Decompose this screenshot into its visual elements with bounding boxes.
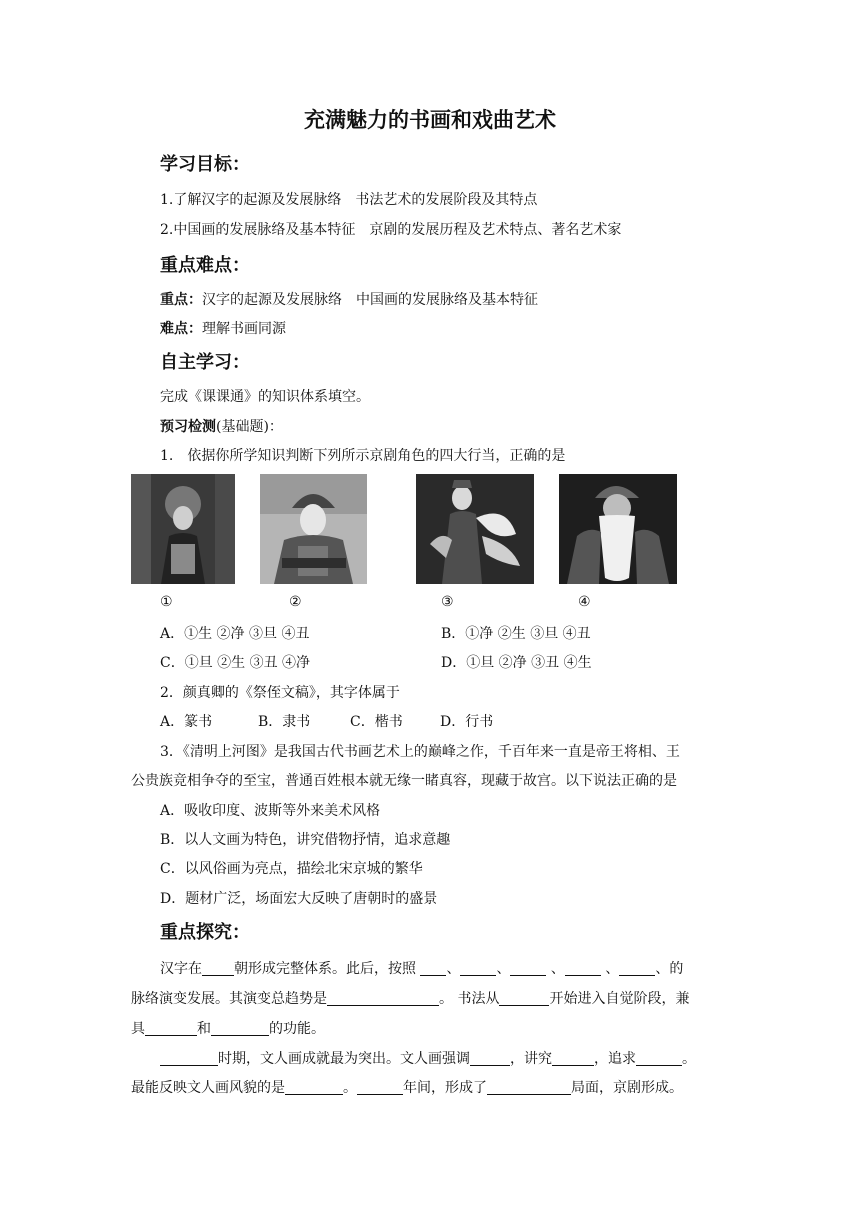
question-3-option-a[interactable]: A．吸收印度、波斯等外来美术风格 [160,803,381,819]
exploration-p1-line1 [160,958,683,978]
question-1-option-d[interactable]: D．①旦 ②净 ③丑 ④生 [441,655,592,671]
opera-photo-3 [416,474,534,584]
image-label-4: ④ [578,594,591,610]
question-2-option-a[interactable]: A．篆书 [160,714,213,730]
image-label-2: ② [289,594,302,610]
text-run: 开始进入自觉阶段，兼 [549,991,690,1007]
fill-blank[interactable] [499,991,549,1006]
preview-line [160,416,283,436]
fill-blank[interactable] [552,1051,594,1066]
text-run: 脉络演变发展。其演变总趋势是 [131,991,327,1007]
text-run: 和 [197,1021,211,1037]
fill-blank[interactable] [145,1021,197,1036]
objective-item: 1.了解汉字的起源及发展脉络 书法艺术的发展阶段及其特点 [160,192,538,208]
question-3-option-d[interactable]: D．题材广泛，场面宏大反映了唐朝时的盛景 [160,891,438,907]
text-run: 年间，形成了 [403,1080,487,1096]
fill-blank[interactable] [202,961,234,976]
text-run: 汉字在 [160,961,202,977]
image-label-3: ③ [441,594,454,610]
fill-blank[interactable] [565,961,601,976]
question-1-option-a[interactable]: A．①生 ②净 ③旦 ④丑 [160,626,310,642]
text-run: 的功能。 [269,1021,325,1037]
key-point-label: 重点： [160,292,202,308]
objective-item: 2.中国画的发展脉络及基本特征 京剧的发展历程及艺术特点、著名艺术家 [160,222,622,238]
text-run: 、的 [655,961,684,977]
self-study-intro: 完成《课课通》的知识体系填空。 [160,389,370,405]
question-1-stem: 1. 依据你所学知识判断下列所示京剧角色的四大行当，正确的是 [160,448,566,464]
objectives-heading: 学习目标： [160,154,250,175]
fill-blank[interactable] [636,1051,682,1066]
text-run: 、 [546,961,565,977]
fill-blank[interactable] [211,1021,269,1036]
fill-blank[interactable] [160,1051,218,1066]
difficult-point-label: 难点： [160,321,202,337]
key-point-line [160,289,538,309]
opera-photo-4 [559,474,677,584]
question-3-option-b[interactable]: B．以人文画为特色，讲究借物抒情，追求意趣 [160,832,451,848]
question-3-stem-line1: 3．《清明上河图》是我国古代书画艺术上的巅峰之作，千百年来一直是帝王将相、王 [160,744,680,760]
text-run: 具 [131,1021,145,1037]
text-run: 朝形成完整体系。此后，按照 [234,961,416,977]
question-2-stem: 2．颜真卿的《祭侄文稿》，其字体属于 [160,685,400,701]
image-label-1: ① [160,594,173,610]
exploration-p1-line3 [131,1018,325,1038]
page-title: 充满魅力的书画和戏曲艺术 [304,108,556,132]
text-run: 、 [496,961,511,977]
fill-blank[interactable] [619,961,655,976]
text-run: 、 [446,961,461,977]
question-3-option-c[interactable]: C．以风俗画为亮点，描绘北宋京城的繁华 [160,861,423,877]
self-study-heading: 自主学习： [160,352,250,373]
exploration-heading: 重点探究： [160,922,250,943]
key-point-text: 汉字的起源及发展脉络 中国画的发展脉络及基本特征 [202,292,538,308]
text-run: 。 书法从 [439,991,500,1007]
question-2-option-b[interactable]: B．隶书 [258,714,311,730]
fill-blank[interactable] [487,1080,571,1095]
text-run: 最能反映文人画风貌的是 [131,1080,285,1096]
fill-blank[interactable] [460,961,496,976]
opera-photo-1 [131,474,235,584]
text-run: 局面，京剧形成。 [571,1080,683,1096]
text-run: ，讲究 [510,1051,552,1067]
difficult-point-line [160,318,286,338]
keypoints-heading: 重点难点： [160,255,250,276]
exploration-p1-line2 [131,988,689,1008]
preview-label: 预习检测 [160,419,216,435]
exploration-p2-line1 [160,1048,696,1068]
fill-blank[interactable] [420,961,446,976]
text-run: ，追求 [594,1051,636,1067]
fill-blank[interactable] [285,1080,343,1095]
fill-blank[interactable] [510,961,546,976]
fill-blank[interactable] [357,1080,403,1095]
opera-photo-2 [260,474,367,584]
text-run: 。 [343,1080,357,1096]
question-2-option-c[interactable]: C．楷书 [350,714,403,730]
text-run: 时期，文人画成就最为突出。文人画强调 [218,1051,470,1067]
text-run: 。 [682,1051,696,1067]
fill-blank[interactable] [327,991,439,1006]
fill-blank[interactable] [470,1051,510,1066]
preview-suffix: (基础题)： [216,419,283,435]
question-1-option-b[interactable]: B．①净 ②生 ③旦 ④丑 [441,626,591,642]
question-3-stem-line2: 公贵族竞相争夺的至宝，普通百姓根本就无缘一睹真容，现藏于故宫。以下说法正确的是 [131,773,677,789]
question-2-option-d[interactable]: D．行书 [440,714,494,730]
text-run: 、 [600,961,620,977]
exploration-p2-line2 [131,1077,683,1097]
difficult-point-text: 理解书画同源 [202,321,286,337]
question-1-option-c[interactable]: C．①旦 ②生 ③丑 ④净 [160,655,311,671]
